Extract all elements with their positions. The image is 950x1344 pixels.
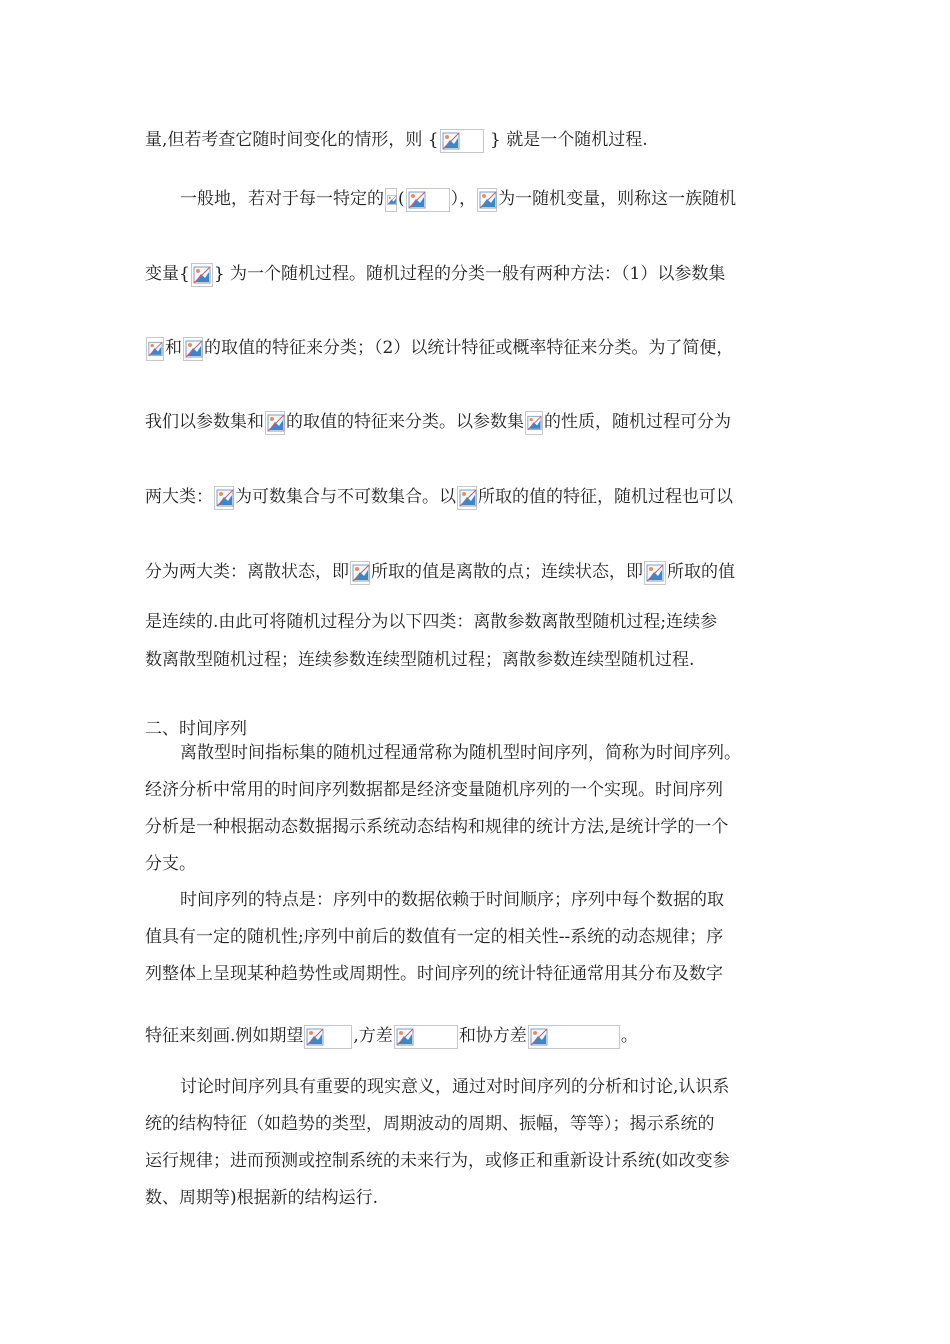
broken-image-icon [442, 132, 460, 150]
text-segment: 和 [165, 338, 182, 358]
text-segment: 分为两大类：离散状态，即 [145, 562, 349, 582]
formula-image [440, 129, 484, 153]
broken-image-icon [185, 340, 203, 358]
text-line: 统的结构特征（如趋势的类型，周期波动的周期、振幅，等等）；揭示系统的 [145, 1114, 715, 1134]
broken-image-icon [352, 564, 370, 582]
text-segment: } 为一个随机过程。随机过程的分类一般有两种方法：（1）以参数集 [213, 264, 726, 284]
text-line: 值具有一定的随机性;序列中前后的数值有一定的相关性--系统的动态规律；序 [145, 927, 724, 947]
text-line [180, 187, 736, 212]
text-line [145, 485, 733, 510]
text-segment: 所取的值是离散的点；连续状态，即 [371, 562, 643, 582]
text-line: 列整体上呈现某种趋势性或周期性。时间序列的统计特征通常用其分布及数字 [145, 964, 723, 984]
text-line: 数、周期等)根据新的结构运行. [145, 1188, 379, 1208]
broken-image-icon [148, 340, 163, 358]
text-segment: 所取的值 [667, 562, 735, 582]
formula-image [528, 1025, 620, 1049]
text-segment: 两大类： [145, 487, 213, 507]
text-line: 数离散型随机过程；连续参数连续型随机过程；离散参数连续型随机过程. [145, 650, 695, 670]
text-segment: 我们以参数集和 [145, 412, 264, 432]
text-segment: 量,但若考查它随时间变化的情形，则 { [145, 130, 439, 150]
text-line: 分支。 [145, 854, 196, 874]
text-segment: 的取值的特征来分类；（2）以统计特征或概率特征来分类。为了简便， [204, 338, 734, 358]
broken-image-icon [408, 191, 426, 209]
formula-image [191, 263, 213, 287]
text-line [145, 262, 725, 287]
broken-image-icon [479, 191, 497, 209]
text-segment: 特征来刻画.例如期望 [145, 1026, 304, 1046]
text-segment: ( [398, 189, 405, 209]
broken-image-icon [387, 191, 397, 209]
text-segment: 的取值的特征来分类。以参数集 [286, 412, 524, 432]
text-segment: 为可数集合与不可数集合。以 [235, 487, 456, 507]
formula-image [304, 1025, 352, 1049]
text-segment: 和协方差 [458, 1026, 527, 1046]
broken-image-icon [193, 266, 211, 284]
text-segment: 变量{ [145, 264, 190, 284]
formula-image [477, 188, 497, 212]
text-segment: 。 [620, 1026, 638, 1046]
text-line [145, 1024, 638, 1049]
text-line: 讨论时间序列具有重要的现实意义，通过对时间序列的分析和讨论,认识系 [180, 1077, 730, 1097]
formula-image [385, 188, 397, 212]
text-line: 时间序列的特点是：序列中的数据依赖于时间顺序；序列中每个数据的取 [180, 890, 724, 910]
formula-image [644, 561, 666, 585]
broken-image-icon [216, 489, 234, 507]
text-segment: ,方差 [353, 1026, 393, 1046]
text-line: 运行规律；进而预测或控制系统的未来行为，或修正和重新设计系统(如改变参 [145, 1151, 730, 1171]
formula-image [406, 188, 450, 212]
broken-image-icon [267, 414, 285, 432]
section-heading: 二、时间序列 [145, 719, 247, 739]
text-segment: 一般地，若对于每一特定的 [180, 189, 384, 209]
formula-image [457, 486, 477, 510]
broken-image-icon [530, 1028, 548, 1046]
formula-image [265, 411, 285, 435]
text-line [145, 410, 731, 435]
broken-image-icon [646, 564, 664, 582]
formula-image [214, 486, 234, 510]
text-segment: 所取的值的特征，随机过程也可以 [478, 487, 733, 507]
text-segment: } 就是一个随机过程. [484, 130, 648, 150]
formula-image [350, 561, 370, 585]
text-line [145, 336, 733, 361]
text-segment: 的性质，随机过程可分为 [544, 412, 731, 432]
broken-image-icon [306, 1028, 324, 1046]
text-line: 是连续的.由此可将随机过程分为以下四类：离散参数离散型随机过程;连续参 [145, 612, 718, 632]
text-line: 分析是一种根据动态数据揭示系统动态结构和规律的统计方法,是统计学的一个 [145, 817, 729, 837]
broken-image-icon [396, 1028, 414, 1046]
text-line [145, 560, 735, 585]
text-line: 经济分析中常用的时间序列数据都是经济变量随机序列的一个实现。时间序列 [145, 780, 723, 800]
formula-image [394, 1025, 458, 1049]
formula-image [525, 411, 543, 435]
broken-image-icon [527, 414, 542, 432]
formula-image [146, 337, 164, 361]
text-line: 离散型时间指标集的随机过程通常称为随机型时间序列，简称为时间序列。 [180, 743, 741, 763]
formula-image [183, 337, 203, 361]
text-line [145, 128, 648, 153]
broken-image-icon [459, 489, 477, 507]
text-segment: ）， [450, 189, 477, 209]
text-segment: 为一随机变量，则称这一族随机 [498, 189, 737, 209]
